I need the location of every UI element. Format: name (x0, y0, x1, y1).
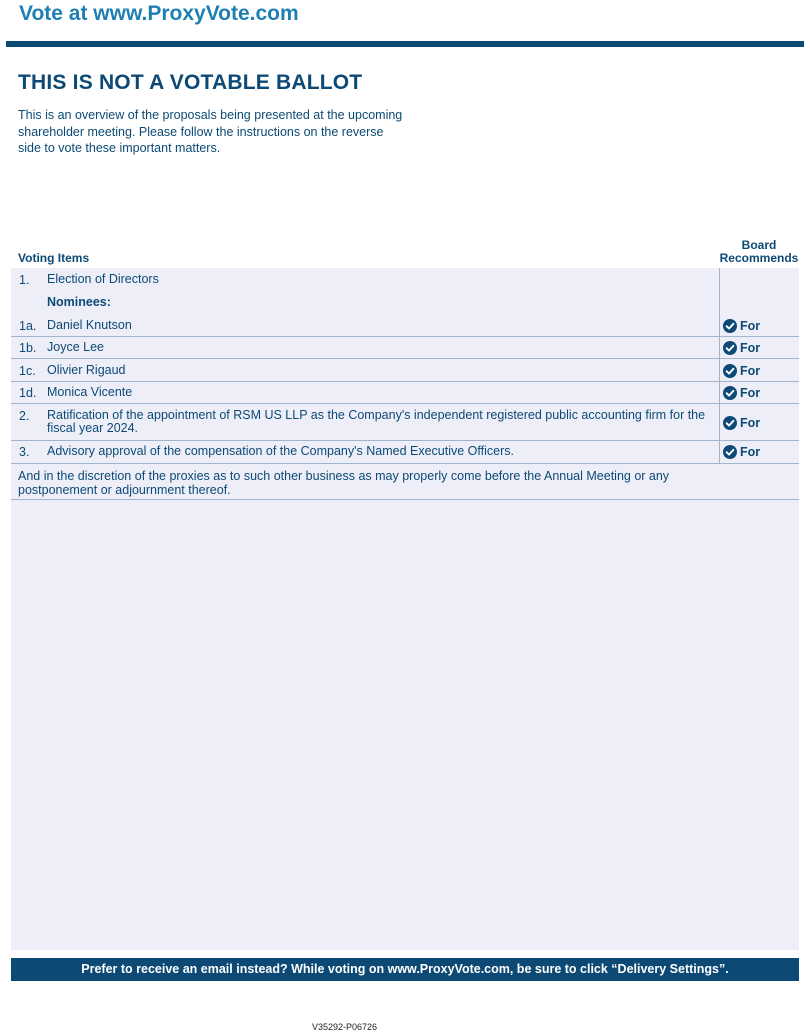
board-recommends-line2: Recommends (719, 251, 799, 265)
item-number: 1d. (19, 386, 37, 400)
recommendation-value: For (740, 319, 761, 333)
item-text: Ratification of the appointment of RSM US LLP as the Company's independent registered public accounting firm for the fiscal year 2024. (47, 408, 706, 435)
recommendation-value: For (740, 386, 761, 400)
item-number: 1b. (19, 341, 37, 355)
row-divider (11, 499, 799, 500)
item-number: 3. (19, 445, 30, 459)
board-recommendation (723, 386, 760, 400)
nominee-name: Olivier Rigaud (47, 363, 126, 377)
header-divider (6, 41, 804, 47)
recommendation-value: For (740, 445, 761, 459)
row-divider (11, 463, 799, 464)
document-code: V35292-P06726 (312, 1022, 378, 1032)
page-title: THIS IS NOT A VOTABLE BALLOT (18, 71, 363, 94)
vote-link[interactable]: Vote at www.ProxyVote.com (19, 2, 299, 25)
item-number: 1c. (19, 364, 36, 378)
check-circle-icon (723, 445, 737, 459)
row-divider (11, 358, 799, 359)
board-recommendation (723, 416, 760, 430)
discretion-text: And in the discretion of the proxies as to such other business as may properly come before the Annual Meeting or any postponement or adjournment thereof. (18, 469, 670, 497)
item-text: Advisory approval of the compensation of the Company's Named Executive Officers. (47, 444, 514, 458)
item-number: 1. (19, 273, 30, 287)
nominee-name: Daniel Knutson (47, 318, 132, 332)
row-divider (11, 403, 799, 404)
email-delivery-banner: Prefer to receive an email instead? While voting on www.ProxyVote.com, be sure to click “Delivery Settings”. (11, 958, 799, 981)
intro-text: This is an overview of the proposals being presented at the upcoming shareholder meeting. Please follow the instructions on the reverse side to vote these important matters. (18, 108, 403, 155)
board-recommendation (723, 445, 760, 459)
row-divider (11, 336, 799, 337)
check-circle-icon (723, 364, 737, 378)
board-recommendation (723, 364, 760, 378)
row-divider (11, 381, 799, 382)
item-text: Election of Directors (47, 272, 159, 286)
column-divider (719, 268, 720, 464)
nominee-name: Joyce Lee (47, 340, 104, 354)
check-circle-icon (723, 386, 737, 400)
board-recommends-line1: Board (741, 238, 777, 252)
recommendation-value: For (740, 416, 761, 430)
check-circle-icon (723, 416, 737, 430)
recommendation-value: For (740, 364, 761, 378)
check-circle-icon (723, 319, 737, 333)
board-recommendation (723, 319, 760, 333)
item-number: 1a. (19, 319, 37, 333)
nominee-name: Monica Vicente (47, 385, 133, 399)
recommendation-value: For (740, 341, 761, 355)
row-divider (11, 440, 799, 441)
nominees-label: Nominees: (47, 295, 111, 309)
voting-items-header: Voting Items (18, 251, 90, 265)
item-number: 2. (19, 409, 30, 423)
board-recommendation (723, 341, 760, 355)
check-circle-icon (723, 341, 737, 355)
board-recommends-header (718, 239, 800, 265)
